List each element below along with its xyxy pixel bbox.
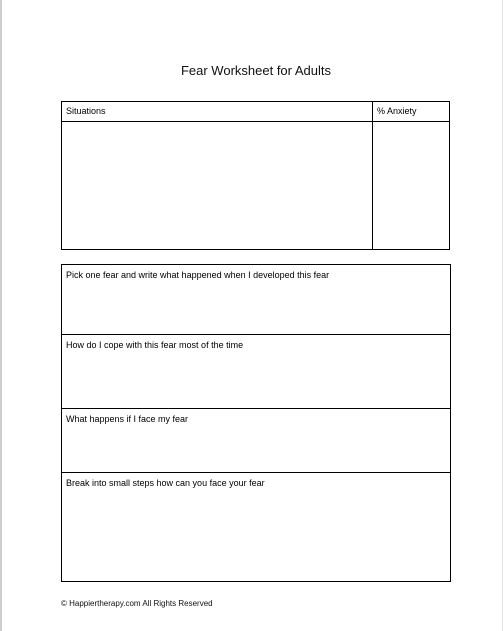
question-box-fear-origin[interactable] (62, 265, 450, 334)
anxiety-header: % Anxiety (377, 106, 417, 116)
situations-header: Situations (66, 106, 106, 116)
question-box-coping[interactable] (62, 334, 450, 408)
question-label-coping: How do I cope with this fear most of the time (66, 340, 244, 350)
situations-table (61, 101, 450, 250)
question-label-small-steps: Break into small steps how can you face your fear (66, 478, 265, 488)
question-label-face-fear: What happens if I face my fear (66, 414, 189, 424)
questions-table (61, 264, 451, 582)
situations-table-header-row (62, 102, 449, 122)
page-left-edge (0, 0, 2, 631)
situations-entry-area[interactable] (62, 122, 372, 249)
anxiety-entry-area[interactable] (373, 122, 449, 249)
question-box-face-fear[interactable] (62, 408, 450, 472)
page-title: Fear Worksheet for Adults (180, 63, 332, 78)
question-label-fear-origin: Pick one fear and write what happened when I developed this fear (66, 270, 330, 280)
copyright-footer: © Happiertherapy.com All Rights Reserved (61, 599, 213, 608)
question-box-small-steps[interactable] (62, 472, 450, 581)
